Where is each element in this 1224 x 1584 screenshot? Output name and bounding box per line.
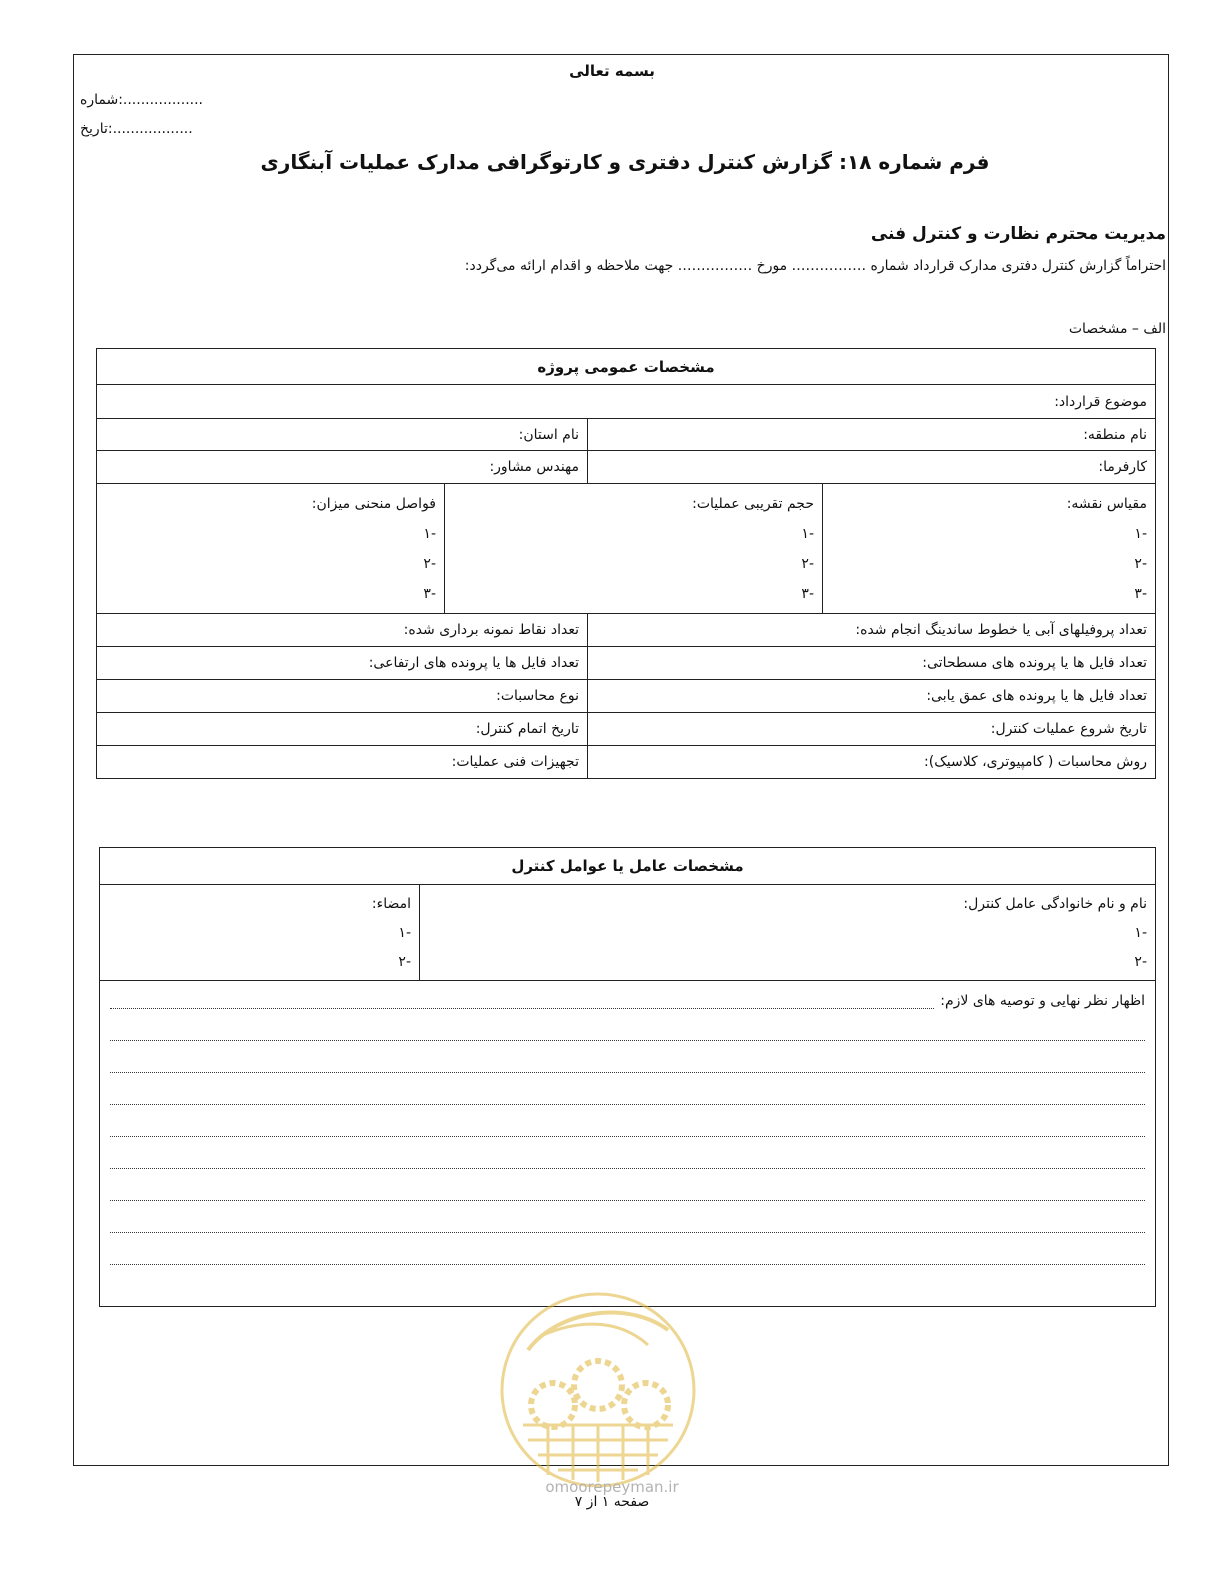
- form-number-field[interactable]: شماره:..................: [80, 92, 204, 108]
- remarks-line: [110, 994, 934, 1009]
- form-date-field[interactable]: تاریخ:..................: [80, 121, 193, 137]
- page-number: صفحه ۱ از ۷: [574, 1494, 650, 1510]
- list-item: -۱: [1134, 525, 1147, 542]
- region-name-field[interactable]: نام منطقه:: [588, 419, 1156, 451]
- contour-interval-label: فواصل منحنی میزان:: [311, 495, 436, 512]
- list-item: -۳: [423, 585, 436, 602]
- remarks-line: [110, 1105, 1145, 1137]
- province-name-field[interactable]: نام استان:: [97, 419, 588, 451]
- list-item: -۱: [398, 924, 411, 941]
- list-item: -۱: [801, 525, 814, 542]
- contract-subject-field[interactable]: موضوع قرارداد:: [97, 385, 1156, 419]
- list-item: -۲: [423, 555, 436, 572]
- signature-label: امضاء:: [371, 895, 411, 912]
- approx-volume-cell[interactable]: [445, 484, 823, 614]
- calc-type-field[interactable]: نوع محاسبات:: [97, 680, 588, 713]
- remarks-line: [110, 1233, 1145, 1265]
- remarks-line: [110, 1009, 1145, 1041]
- control-end-date-field[interactable]: تاریخ اتمام کنترل:: [97, 713, 588, 746]
- remarks-line: [110, 1073, 1145, 1105]
- list-item: -۲: [801, 555, 814, 572]
- planimetric-files-field[interactable]: تعداد فایل ها یا پرونده های مسطحاتی:: [588, 647, 1156, 680]
- list-item: -۱: [423, 525, 436, 542]
- profiles-count-field[interactable]: تعداد پروفیلهای آبی یا خطوط ساندینگ انجام شده:: [588, 614, 1156, 647]
- list-item: -۳: [801, 585, 814, 602]
- list-item: -۳: [1134, 585, 1147, 602]
- signature-cell[interactable]: [100, 885, 420, 981]
- remarks-label: اظهار نظر نهایی و توصیه های لازم:: [940, 993, 1145, 1009]
- sample-points-count-field[interactable]: تعداد نقاط نمونه برداری شده:: [97, 614, 588, 647]
- project-specs-table: [96, 348, 1156, 779]
- contour-interval-cell[interactable]: [97, 484, 445, 614]
- equipment-field[interactable]: تجهیزات فنی عملیات:: [97, 746, 588, 779]
- consultant-field[interactable]: مهندس مشاور:: [97, 451, 588, 484]
- remarks-line: [110, 1041, 1145, 1073]
- map-scale-cell[interactable]: [823, 484, 1156, 614]
- list-item: -۲: [398, 953, 411, 970]
- basmala: بسمه تعالی: [569, 62, 655, 80]
- website-watermark: omoorepeyman.ir: [545, 1478, 679, 1496]
- form-title: فرم شماره ۱۸: گزارش کنترل دفتری و کارتوگرافی مدارک عملیات آبنگاری: [260, 150, 990, 174]
- calc-method-field[interactable]: روش محاسبات ( کامپیوتری، کلاسیک):: [588, 746, 1156, 779]
- approx-volume-label: حجم تقریبی عملیات:: [692, 495, 814, 512]
- remarks-line: [110, 1137, 1145, 1169]
- depth-files-field[interactable]: تعداد فایل ها یا پرونده های عمق یابی:: [588, 680, 1156, 713]
- control-start-date-field[interactable]: تاریخ شروع عملیات کنترل:: [588, 713, 1156, 746]
- remarks-line: [110, 1201, 1145, 1233]
- map-scale-label: مقیاس نقشه:: [1066, 495, 1147, 512]
- controller-name-label: نام و نام خانوادگی عامل کنترل:: [963, 895, 1147, 912]
- watermark-logo-icon: [498, 1290, 698, 1490]
- list-item: -۲: [1134, 953, 1147, 970]
- addressee: مدیریت محترم نظارت و کنترل فنی: [870, 224, 1166, 244]
- employer-field[interactable]: کارفرما:: [588, 451, 1156, 484]
- remarks-area[interactable]: [100, 981, 1156, 1307]
- controllers-table: [99, 847, 1156, 1307]
- intro-text: احتراماً گزارش کنترل دفتری مدارک قرارداد شماره ……………. مورخ ……………. جهت ملاحظه و اقدام ارائه می‌گردد:: [464, 258, 1166, 274]
- controller-name-cell[interactable]: [420, 885, 1156, 981]
- remarks-line: [110, 1169, 1145, 1201]
- altimetric-files-field[interactable]: تعداد فایل ها یا پرونده های ارتفاعی:: [97, 647, 588, 680]
- controllers-heading: مشخصات عامل یا عوامل کنترل: [100, 848, 1156, 885]
- list-item: -۱: [1134, 924, 1147, 941]
- section-a-title: الف – مشخصات: [1068, 321, 1166, 337]
- project-specs-heading: مشخصات عمومی پروژه: [97, 349, 1156, 385]
- list-item: -۲: [1134, 555, 1147, 572]
